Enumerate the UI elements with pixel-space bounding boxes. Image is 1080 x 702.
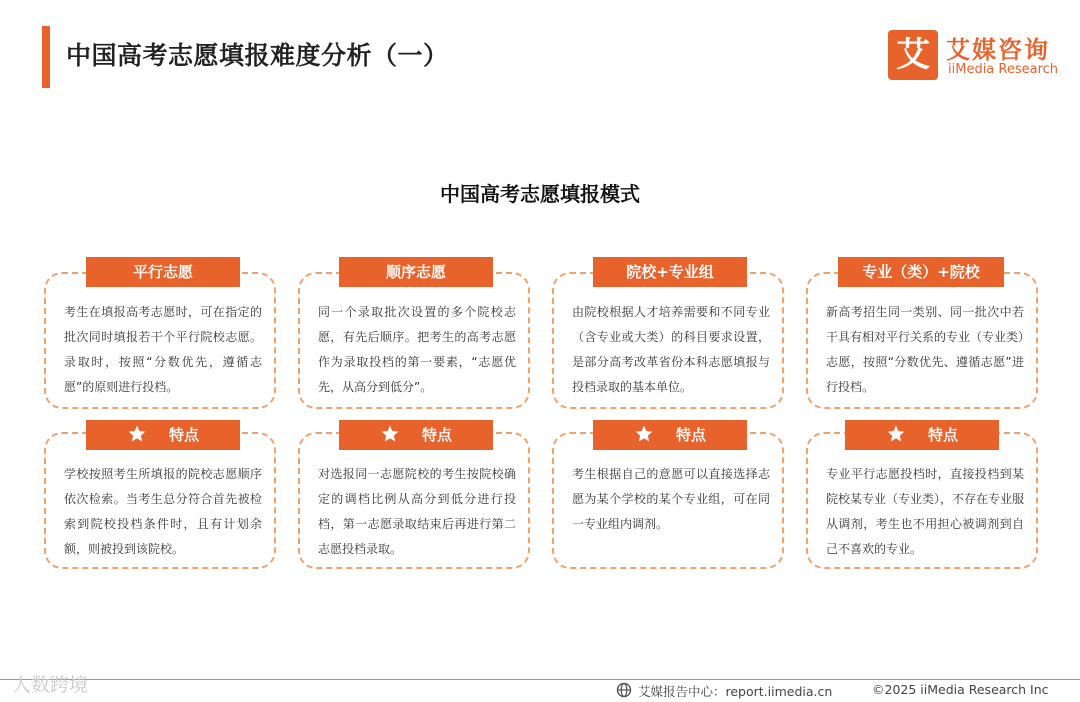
mode-definition-text: 考生在填报高考志愿时，可在指定的批次同时填报若干个平行院校志愿。录取时，按照“分数优先，遵循志愿”的原则进行投档。 xyxy=(64,305,262,394)
mode-definition-text: 由院校根据人才培养需要和不同专业（含专业或大类）的科目要求设置，是部分高考改革省份本科志愿填报与投档录取的基本单位。 xyxy=(572,305,770,394)
feature-tab xyxy=(339,420,493,450)
mode-feature-card xyxy=(806,432,1038,569)
mode-title-tab: 专业（类）+院校 xyxy=(838,257,1004,287)
mode-feature-text: 考生根据自己的意愿可以直接选择志愿为某个学校的某个专业组，可在同一专业组内调剂。 xyxy=(572,467,770,531)
feature-tab xyxy=(86,420,240,450)
logo-mark: 艾 xyxy=(888,30,938,80)
footer-divider xyxy=(0,679,1080,680)
mode-feature-card xyxy=(552,432,784,569)
feature-tab xyxy=(845,420,999,450)
mode-title-tab: 平行志愿 xyxy=(86,257,240,287)
star-icon xyxy=(127,424,147,444)
feature-tab-label: 特点 xyxy=(168,426,199,444)
star-icon xyxy=(634,424,654,444)
mode-definition-card xyxy=(44,272,276,409)
mode-feature-text: 专业平行志愿投档时，直接投档到某院校某专业（专业类），不存在专业服从调剂，考生也不用担心被调剂到自己不喜欢的专业。 xyxy=(826,467,1025,556)
title-accent-bar xyxy=(42,26,50,88)
logo-name-en: iiMedia Research xyxy=(948,62,1059,77)
section-title: 中国高考志愿填报模式 xyxy=(440,182,640,206)
mode-feature-text: 对选报同一志愿院校的考生按院校确定的调档比例从高分到低分进行投档，第一志愿录取结束后再进行第二志愿投档录取。 xyxy=(318,467,516,556)
footer-source: 艾媒报告中心：report.iimedia.cn xyxy=(638,684,833,699)
brand-logo xyxy=(888,30,1058,82)
mode-title-tab: 院校+专业组 xyxy=(593,257,747,287)
mode-feature-text: 学校按照考生所填报的院校志愿顺序依次检索。当考生总分符合首先被检索到院校投档条件时，且有计划余额，则被投到该院校。 xyxy=(64,467,262,556)
feature-tab-label: 特点 xyxy=(421,426,452,444)
mode-feature-card xyxy=(298,432,530,569)
mode-definition-card xyxy=(806,272,1038,409)
logo-name-cn: 艾媒咨询 xyxy=(946,36,1050,64)
star-icon xyxy=(380,424,400,444)
feature-tab-label: 特点 xyxy=(927,426,958,444)
page-title: 中国高考志愿填报难度分析（一） xyxy=(66,41,449,70)
mode-definition-card xyxy=(552,272,784,409)
mode-feature-card xyxy=(44,432,276,569)
feature-tab xyxy=(593,420,747,450)
star-icon xyxy=(886,424,906,444)
mode-title-tab: 顺序志愿 xyxy=(339,257,493,287)
mode-definition-text: 新高考招生同一类别、同一批次中若干具有相对平行关系的专业（专业类）志愿，按照“分数优先、遵循志愿”进行投档。 xyxy=(826,305,1025,394)
footer-copyright: ©2025 iiMedia Research Inc xyxy=(872,682,1049,697)
mode-definition-card xyxy=(298,272,530,409)
globe-icon xyxy=(616,682,632,698)
feature-tab-label: 特点 xyxy=(675,426,706,444)
mode-definition-text: 同一个录取批次设置的多个院校志愿，有先后顺序。把考生的高考志愿作为录取投档的第一要素，“志愿优先，从高分到低分”。 xyxy=(318,305,516,394)
watermark: 人数跨境 xyxy=(12,674,89,696)
